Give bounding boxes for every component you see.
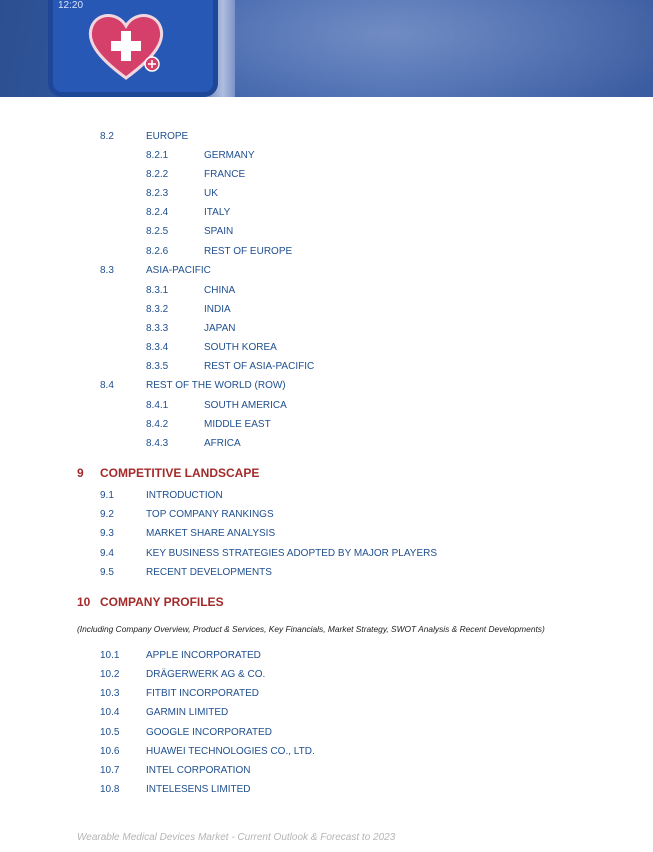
toc-label: RECENT DEVELOPMENTS (146, 567, 272, 578)
toc-label: MIDDLE EAST (204, 419, 271, 430)
chapter-title: COMPANY PROFILES (100, 595, 224, 609)
toc-label: SOUTH AMERICA (204, 400, 287, 411)
toc-label: GOOGLE INCORPORATED (146, 727, 272, 738)
heart-medical-cross-icon (86, 8, 166, 88)
toc-number: 9.1 (100, 490, 114, 501)
chapter-number: 9 (77, 466, 84, 480)
toc-number: 8.4.1 (146, 400, 169, 411)
toc-label: REST OF ASIA-PACIFIC (204, 361, 315, 372)
toc-label: INTEL CORPORATION (146, 765, 251, 776)
toc-label: SOUTH KOREA (204, 342, 277, 353)
toc-label: MARKET SHARE ANALYSIS (146, 528, 276, 539)
toc-label: JAPAN (204, 323, 236, 334)
toc-number: 8.2 (100, 131, 114, 142)
toc-label: HUAWEI TECHNOLOGIES CO., LTD. (146, 746, 315, 757)
toc-number: 10.2 (100, 669, 120, 680)
toc-number: 8.3.4 (146, 342, 169, 353)
toc-label: INTRODUCTION (146, 490, 223, 501)
toc-number: 8.2.5 (146, 226, 169, 237)
toc-label: TOP COMPANY RANKINGS (146, 509, 274, 520)
toc-number: 10.3 (100, 688, 120, 699)
toc-label: SPAIN (204, 226, 234, 237)
toc-label: FRANCE (204, 169, 246, 180)
toc-number: 10.7 (100, 765, 120, 776)
header-banner (0, 0, 653, 97)
chapter-number: 10 (77, 595, 91, 609)
toc-number: 8.3.5 (146, 361, 169, 372)
banner-background (180, 0, 653, 97)
toc-label: APPLE INCORPORATED (146, 650, 261, 661)
toc-label: DRÄGERWERK AG & CO. (146, 669, 266, 680)
toc-label: UK (204, 188, 218, 199)
toc-number: 10.4 (100, 707, 120, 718)
watch-time: 12:20 (58, 0, 84, 11)
toc-number: 8.3 (100, 265, 114, 276)
toc-label: FITBIT INCORPORATED (146, 688, 259, 699)
toc-number: 9.4 (100, 548, 114, 559)
toc-number: 9.5 (100, 567, 114, 578)
toc-number: 8.3.1 (146, 285, 169, 296)
toc-number: 8.2.6 (146, 246, 169, 257)
toc-number: 8.4.3 (146, 438, 169, 449)
toc-number: 9.3 (100, 528, 114, 539)
page-footer: Wearable Medical Devices Market - Current Outlook & Forecast to 2023 (77, 832, 396, 843)
toc-label: GARMIN LIMITED (146, 707, 229, 718)
toc-label: EUROPE (146, 131, 189, 142)
toc-label: INDIA (204, 304, 231, 315)
toc-number: 8.2.1 (146, 150, 169, 161)
toc-label: GERMANY (204, 150, 255, 161)
chapter-title: COMPETITIVE LANDSCAPE (100, 466, 260, 480)
toc-label: INTELESENS LIMITED (146, 784, 251, 795)
toc-number: 8.2.4 (146, 207, 169, 218)
toc-number: 10.1 (100, 650, 120, 661)
toc-number: 10.5 (100, 727, 120, 738)
toc-number: 10.8 (100, 784, 120, 795)
chapter-note: (Including Company Overview, Product & Services, Key Financials, Market Strategy, SWOT Analysis & Recent Developments) (77, 624, 545, 634)
toc-number: 10.6 (100, 746, 120, 757)
toc-label: REST OF THE WORLD (ROW) (146, 380, 286, 391)
toc-label: REST OF EUROPE (204, 246, 293, 257)
toc-label: CHINA (204, 285, 236, 296)
toc-label: ITALY (204, 207, 231, 218)
toc-number: 8.2.3 (146, 188, 169, 199)
toc-number: 8.2.2 (146, 169, 169, 180)
toc-label: ASIA-PACIFIC (146, 265, 211, 276)
toc-number: 9.2 (100, 509, 114, 520)
toc-number: 8.4 (100, 380, 114, 391)
toc-label: AFRICA (204, 438, 241, 449)
toc-number: 8.4.2 (146, 419, 169, 430)
toc-number: 8.3.3 (146, 323, 169, 334)
toc-number: 8.3.2 (146, 304, 169, 315)
toc-label: KEY BUSINESS STRATEGIES ADOPTED BY MAJOR PLAYERS (146, 548, 438, 559)
